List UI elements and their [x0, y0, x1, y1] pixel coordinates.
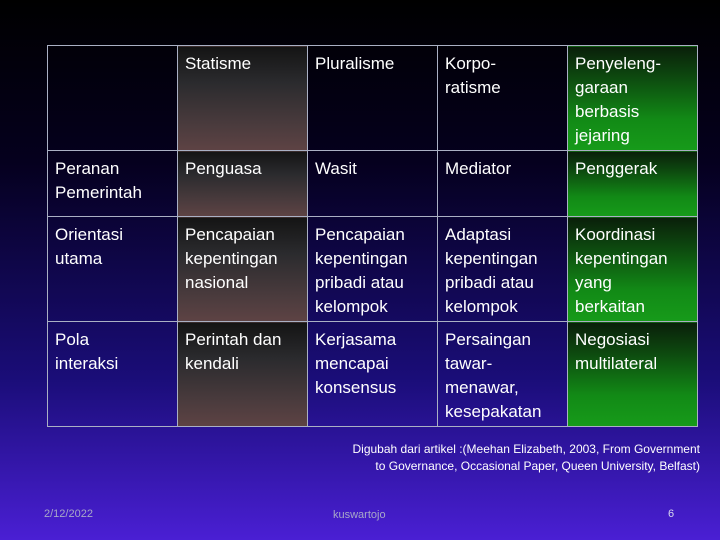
table-cell: Kerjasama mencapai konsensus: [308, 322, 438, 427]
comparison-table: [47, 45, 698, 427]
table-cell: Penggerak: [568, 151, 698, 217]
row-header-orientasi: Orientasi utama: [48, 217, 178, 322]
column-header-statisme: Statisme: [178, 46, 308, 151]
table-cell: Adaptasi kepentingan pribadi atau kelompok: [438, 217, 568, 322]
footer-author: kuswartojo: [333, 509, 386, 521]
table-cell: Pencapaian kepentingan pribadi atau kelompok: [308, 217, 438, 322]
table-cell: Wasit: [308, 151, 438, 217]
table-cell: Pencapaian kepentingan nasional: [178, 217, 308, 322]
table-cell: Penguasa: [178, 151, 308, 217]
column-header-jejaring: Penyeleng- garaan berbasis jejaring: [568, 46, 698, 151]
column-header-pluralisme: Pluralisme: [308, 46, 438, 151]
page-number: 6: [668, 508, 675, 520]
source-caption: Digubah dari artikel :(Meehan Elizabeth, 2003, From Government to Governance, Occasional Paper, Queen University, Belfast): [352, 442, 700, 473]
footer-date: 2/12/2022: [44, 508, 93, 520]
table-row: [48, 217, 698, 322]
table-header-row: [48, 46, 698, 151]
table-cell: Persaingan tawar- menawar, kesepakatan: [438, 322, 568, 427]
table-cell: Negosiasi multilateral: [568, 322, 698, 427]
table-row: [48, 151, 698, 217]
row-header-pola: Pola interaksi: [48, 322, 178, 427]
row-header-peranan: Peranan Pemerintah: [48, 151, 178, 217]
table-row: [48, 322, 698, 427]
table-cell: Koordinasi kepentingan yang berkaitan: [568, 217, 698, 322]
column-header-korporatisme: Korpo- ratisme: [438, 46, 568, 151]
table-corner-cell: [48, 46, 178, 151]
table-cell: Mediator: [438, 151, 568, 217]
table-cell: Perintah dan kendali: [178, 322, 308, 427]
